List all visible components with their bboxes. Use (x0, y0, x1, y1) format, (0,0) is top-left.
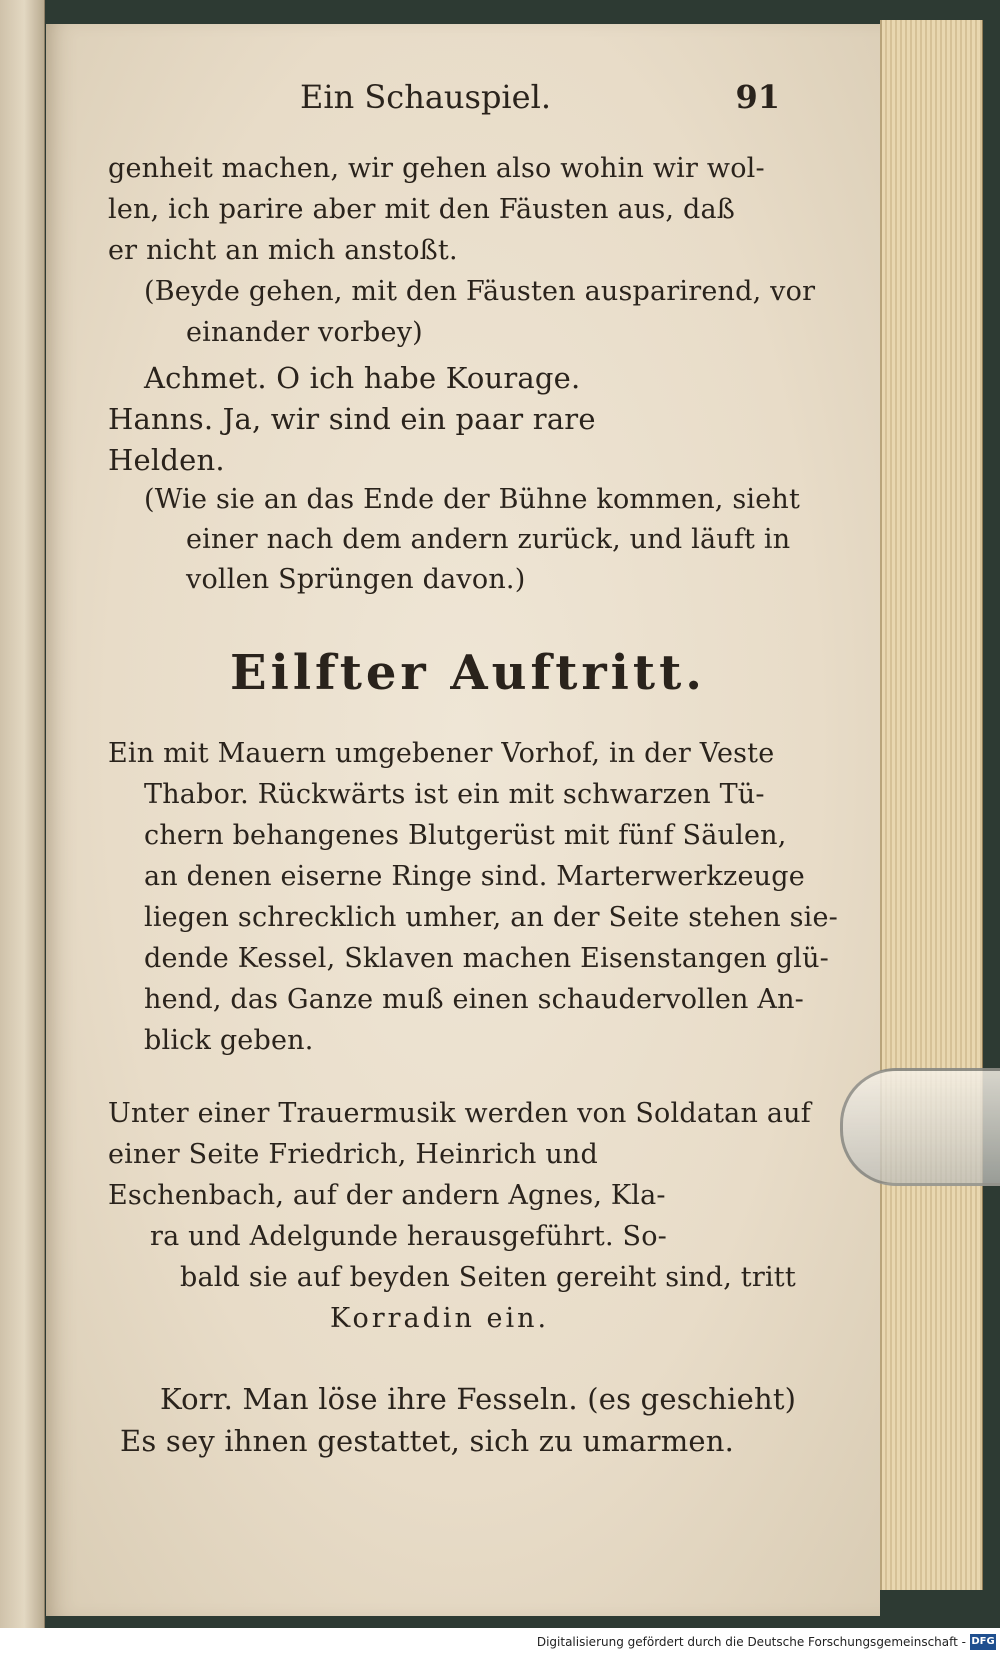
book-cover-edge (0, 0, 45, 1630)
dialogue-line: Achmet. O ich habe Kourage. (144, 361, 581, 395)
dialogue-line: Es sey ihnen gestattet, sich zu umarmen. (120, 1424, 735, 1458)
dialogue-line: Korr. Man löse ihre Fesseln. (es geschieht) (160, 1382, 797, 1416)
page-clip (840, 1068, 1000, 1186)
scene-description-line: an denen eiserne Ringe sind. Marterwerkzeuge (144, 861, 805, 892)
scene-description-line: dende Kessel, Sklaven machen Eisenstangen glü- (144, 943, 829, 974)
header-title: Ein Schauspiel. (300, 78, 551, 116)
stage-direction-line: (Wie sie an das Ende der Bühne kommen, sieht (144, 484, 801, 515)
running-header (300, 78, 780, 118)
stage-direction-line: einer nach dem andern zurück, und läuft in (186, 524, 791, 555)
stage-direction-line: (Beyde gehen, mit den Fäusten ausparirend, vor (144, 276, 816, 307)
scene-description-line: Thabor. Rückwärts ist ein mit schwarzen Tü- (144, 779, 765, 810)
scene-description-line: liegen schrecklich umher, an der Seite stehen sie- (144, 902, 839, 933)
scene-description-line: blick geben. (144, 1025, 314, 1056)
stage-text-line: ra und Adelgunde herausgeführt. So- (150, 1221, 667, 1252)
stage-text-line: bald sie auf beyden Seiten gereiht sind, tritt (180, 1262, 796, 1293)
text-line: genheit machen, wir gehen also wohin wir wol- (108, 153, 765, 184)
footer-bar (0, 1628, 1000, 1654)
dialogue-line: Helden. (108, 443, 225, 477)
funding-notice: Digitalisierung gefördert durch die Deutsche Forschungsgemeinschaft - (536, 1635, 966, 1649)
stage-direction-line: einander vorbey) (186, 317, 423, 348)
text-line: er nicht an mich anstoßt. (108, 235, 458, 266)
scene-heading: Eilfter Auftritt. (230, 645, 706, 701)
scene-description-line: Ein mit Mauern umgebener Vorhof, in der Veste (108, 738, 775, 769)
stage-text-line: Korradin ein. (330, 1303, 550, 1334)
stage-text-line: Eschenbach, auf der andern Agnes, Kla- (108, 1180, 666, 1211)
stage-direction-line: vollen Sprüngen davon.) (186, 564, 526, 595)
stage-text-line: Unter einer Trauermusik werden von Soldatan auf (108, 1098, 811, 1129)
page-number: 91 (735, 78, 780, 116)
text-line: len, ich parire aber mit den Fäusten aus, daß (108, 194, 736, 225)
scene-description-line: hend, das Ganze muß einen schaudervollen An- (144, 984, 804, 1015)
dfg-logo-icon: DFG (970, 1634, 996, 1650)
scene-description-line: chern behangenes Blutgerüst mit fünf Säulen, (144, 820, 787, 851)
page-stack-edge (880, 20, 983, 1590)
stage-text-line: einer Seite Friedrich, Heinrich und (108, 1139, 598, 1170)
dialogue-line: Hanns. Ja, wir sind ein paar rare (108, 402, 596, 436)
